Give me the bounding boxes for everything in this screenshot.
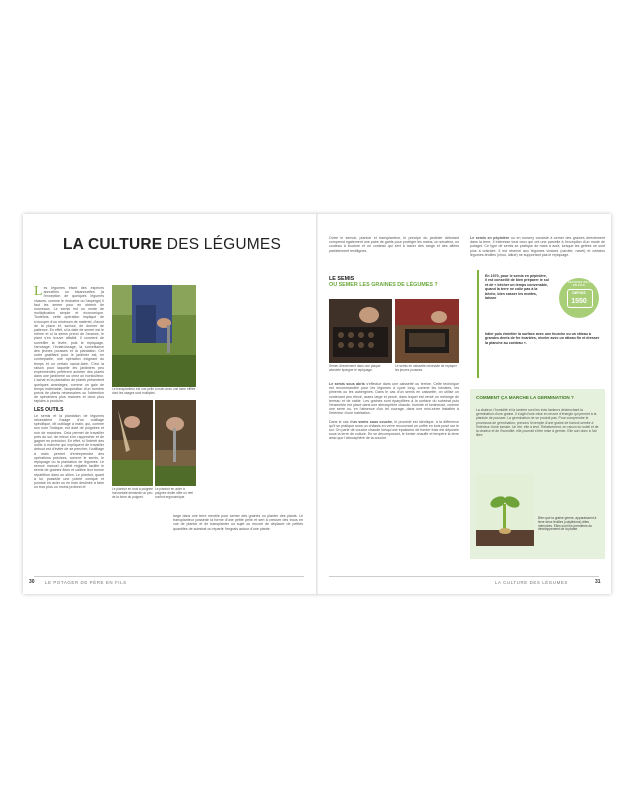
page-number-left: 30 [29, 579, 35, 585]
sidebar-caption: Bien que la graine germe, apparaissent à terre deux feuilles (cotylédons) dites mémoires. Elles sont les premières du développement de la plante. [538, 516, 597, 532]
intro-text: es légumes étant des espèces annuelles ou bisannuelles (à l'exception de quelques légumes vivaces, comme le rhubarbe ou l'asperge) il faut les semer pour en obtenir de nouveaux. Le semis est un mode de multiplication simple et économique. Toutefois, cette opération implique de s'occuper d'un minimum de matériel, d'avoir de la place et, surtout, de donner de patience. En effet, si la date de semer est le même et si la semis prend de l'avance, le plant s'en trouve affaibli. Il convient de surveiller la levée, puis le repiquage, l'arrosage, l'éclaircissage, la surveillance des jeunes pousses et la plantation. Cet outre gratifiant pour le jardinier est, en contrepartie, une opération exigeant du temps et un certain savoir-faire. C'est la raison pour laquelle les jardiniers peu expérimentés préfèrent acheter des plants dans une jardinerie ou chez un horticulteur. L'achat et la plantation de plants présentent quelques avantages, comme un gain de temps indéniable, l'acquisition d'un nombre précis de plants nécessaires ou l'obtention de spécimens plus matures et donc plus rapides à produire. [34, 286, 104, 404]
photo-plaque-alveolee [329, 299, 392, 363]
callout-box [477, 270, 607, 378]
pepiniere-text: ou en nursery consiste à semer des graines directement dans la terre. Il intéresse tous ceux qui ont une parcelle à l'exception d'un mode de potager. Ce type de semis se pratique de mars à août, lorsque les gelées ne sont plus à craindre. Il est réservé aux légumes vivaces (carotte, navet) et certains légumes-feuilles (chou, laitue) ne supportant pas le repiquage. [470, 236, 605, 257]
depuis-1550-stamp [559, 278, 599, 318]
footer-rule-right [329, 576, 599, 577]
photo-plantoir-bois [112, 400, 153, 486]
gutter [316, 214, 318, 594]
pepiniere-paragraph [470, 236, 605, 257]
photo-caption-1: Le transplanteur est une pelle à main avec une lame effilée dont les usages sont multiples. [112, 387, 196, 395]
photo-caption-5: Le semis en caissette nécessite de repiquer les jeunes pousses. [395, 364, 458, 372]
stamp-ring-text: LES ASTUCES DE PÈRE EN FILS [561, 281, 597, 287]
page-number-right: 31 [595, 579, 601, 585]
abri-text: s'effectue dans une caissette ou terrine. Cette technique est recommandée pour les légumes à cycle long, comme les tomates, les piments ou les aubergines. Dans le cas d'un semis en caissette, on utilise un contenant peu élevé, assez large et percé, dans lequel est versé un mélange de terreau et de sable. Les graines sont éparpillées à la surface du substrat puis l'ensemble est placé dans une atmosphère chaude, humide et lumineuse, comme une serre ou, en l'absence d'un tel ouvrage, dans une mini-serre installée à l'intérieur d'une habitation. [329, 382, 459, 416]
intro-paragraph [34, 286, 104, 404]
sidebar-title: COMMENT ÇA MARCHE LA GERMINATION ? [476, 395, 574, 400]
photo-plantoir-acier-image [155, 400, 196, 486]
couche-lead: Dans le cas d' [329, 419, 353, 424]
callout-text: En 1970, pour le semis en pépinière, il est conseillé de bien préparer le sol et de « bêcher un temps convenable, quand la terre ne colle pas à la bêche, bien casser les mottes, laisser [485, 274, 549, 301]
photo-caissette [395, 299, 459, 363]
right-column-1-text [329, 382, 459, 441]
couche-heading: un semis sous couche [352, 419, 393, 424]
left-column-text [34, 286, 104, 576]
photo-seedling [476, 474, 534, 546]
photo-caption-2: Le plantoir en bois à poignée horizontale demande un peu de la force du poignet. [112, 487, 153, 499]
germination-sidebar [470, 389, 605, 559]
abri-paragraph [329, 382, 459, 416]
footer-rule-left [34, 576, 304, 577]
section-heading-line2: OU SEMER LES GRAINES DE LÉGUMES ? [329, 282, 438, 289]
stamp-label: DEPUIS [572, 291, 586, 295]
pepiniere-heading: Le semis en pépinière [470, 236, 510, 240]
section-heading-line1: LE SEMIS [329, 276, 355, 282]
title-thin: DES LÉGUMES [162, 236, 281, 253]
abri-heading: Le semis sous abris [329, 382, 365, 386]
outils-heading: LES OUTILS [34, 406, 64, 413]
footer-left: LE POTAGER DE PÈRE EN FILS [45, 580, 127, 585]
photo-caption-4: Semer directement dans une plaque alvéolée épargne le repiquage. [329, 364, 381, 372]
page-title [63, 236, 281, 254]
dropcap: L [34, 286, 43, 299]
photo-seedling-image [476, 474, 534, 546]
left-column-3-text: large dans une terre meuble pour semer des graines ou planter des plants. Le transplanteur possède la forme d'une petite pelle et sert à creuser des trous en vue de planter et de transplanter un sujet ou encore de déplacer de petites quantités de substrat ou répartir l'engrais autour d'une plante. [173, 514, 303, 531]
couche-text: , le procédé est identique, à la différence qu'il se pratique sous un châssis en verre recouvrant un coffre en bois posé sur le sol. On parle de couche chaude lorsqu'une épaisseur de fumier frais est déposée sous la terre de culture. En se décomposant, le fumier chauffe et tempère la terre ainsi que l'atmosphère de la couche. [329, 419, 460, 441]
photo-plaque-alveolee-image [329, 299, 392, 363]
photo-plantoir-bois-image [112, 400, 153, 486]
couche-paragraph [329, 420, 459, 441]
outils-text: Le semis et la plantation de légumes nécessitent l'usage d'un outillage spécifique, dit outillage à main, qui, comme son nom l'indique, est doté de poignées et non de manches. Cela permet de travailler près du sol, de mieux s'en rapprocher et de gagner en précision. En effet, si l'intérêt des outils à manche qui impliquent de travailler debout est d'éviter de se pencher, l'outillage à main permet d'entreprendre des opérations précises, comme le semis, le repiquage ou la plantation de légumes. Le semoir manuel à débit réglable facilite le semis de graines fines et calibre leur bonne répartition dans un sillon. Le plantoir, quant à lui, possède une pointe conique et pointue en acier ou en bois destinée à faire un trou plus ou moins profond et [34, 413, 104, 490]
photo-caption-3: Le plantoir en acier à poignée droite offre un réel confort ergonomique. [155, 487, 194, 499]
photo-caissette-image [395, 299, 459, 363]
footer-right: LA CULTURE DES LÉGUMES [495, 580, 568, 585]
title-bold: LA CULTURE [63, 236, 163, 253]
right-intro-text: Outre le semoir, plantoir et transplanteur, le principe du jardinier débutant comprend également une paire de gants pour protéger les mains, un sécateur, un couteau à bouture et un cordeau qui sert à tracer des rangs et des allées parfaitement rectilignes. [329, 236, 459, 253]
photo-transplanteur [112, 285, 196, 387]
callout-text-2: hâler puis émietter la surface avec une fourche ou un râteau à grandes dents de fer écartées, niveler avec un râteau fin et dresser la planche au cordeau ». [485, 332, 600, 345]
sidebar-text: La chaleur, l'humidité et la lumière sont les trois facteurs déclenchant la germination d'une graine. Il s'agit d'une mise en œuvre d'énergie qui permet à la plantule de pousser. La germination ne se produit pas. Pour comprendre le processus de germination, prenons l'exemple d'une graine de haricot semée à l'intérieur d'une tomate. Un été, elle a levé. Relativement, en raison du soleil et de la chaleur et de l'humidité, elle pourrait s'être mise à germer. Elle sort donc à l'air libre. [476, 408, 599, 438]
book-spread [23, 214, 611, 594]
section-heading-semis [329, 276, 459, 289]
photo-transplanteur-image [112, 285, 196, 387]
stamp-year: 1550 [571, 298, 587, 305]
photo-plantoir-acier [155, 400, 196, 486]
